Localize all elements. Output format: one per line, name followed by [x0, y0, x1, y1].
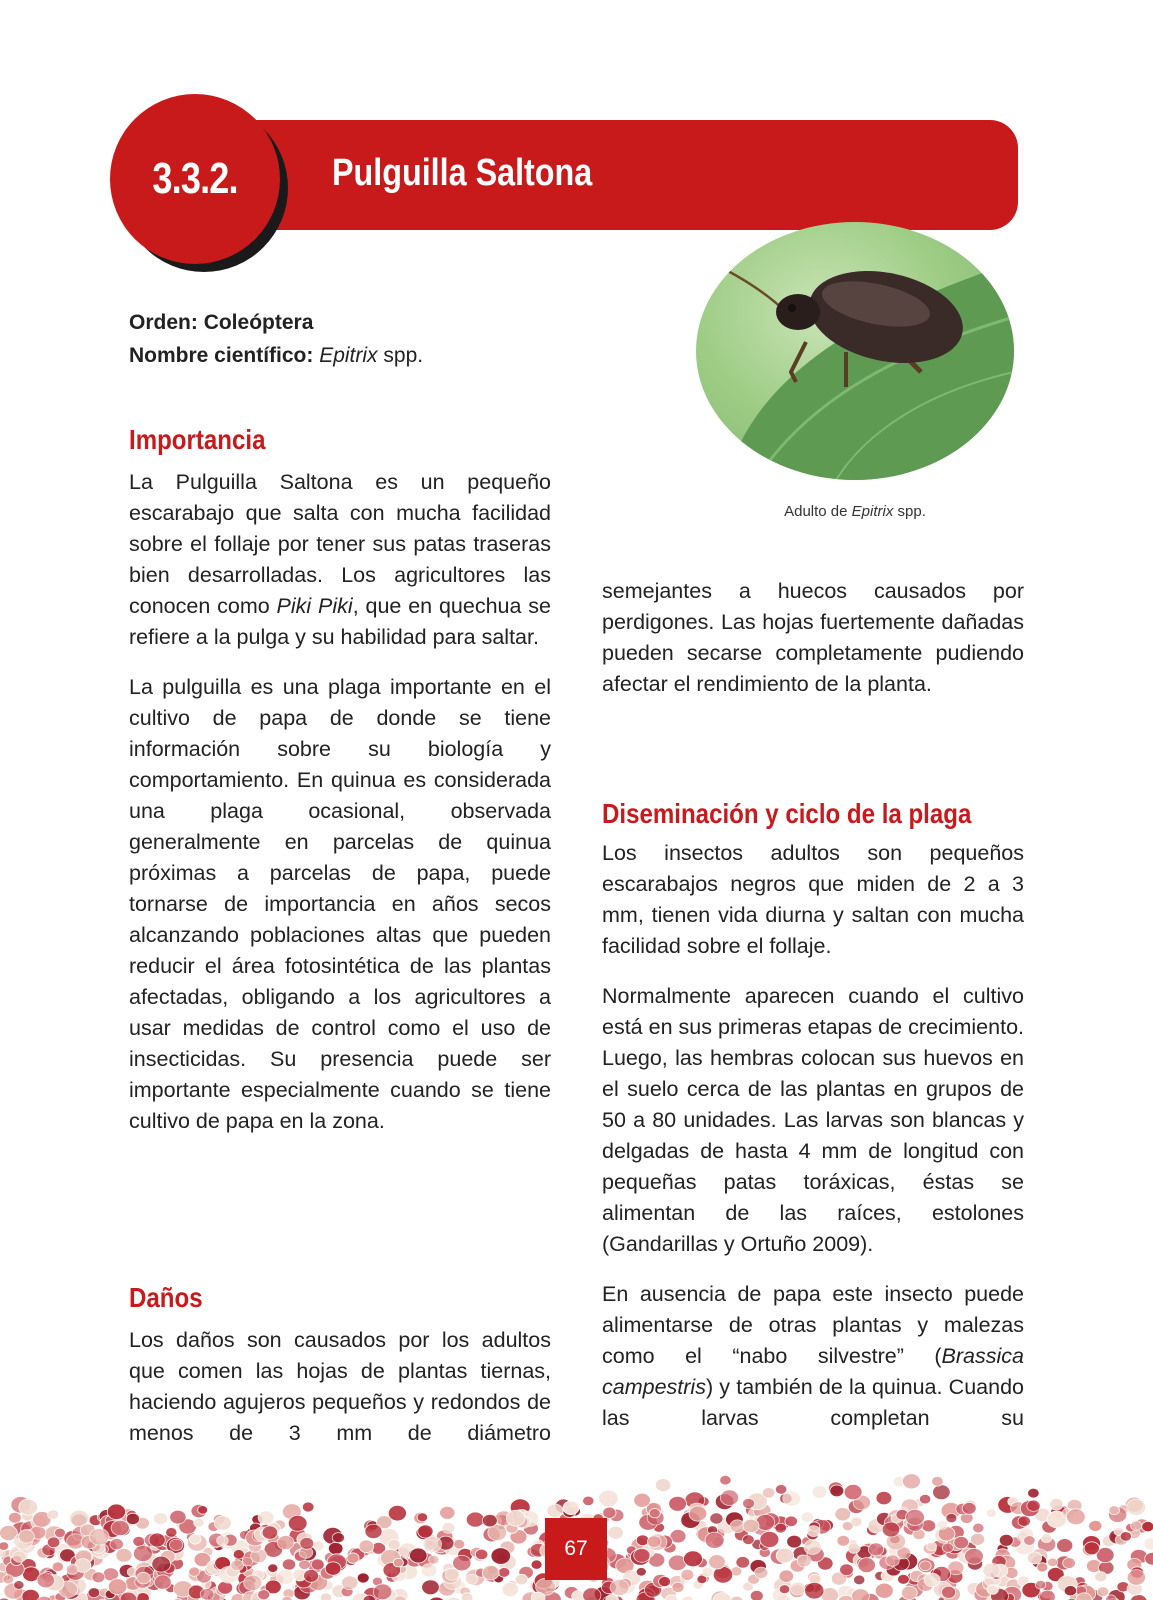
- quinoa-grain: [954, 1536, 969, 1549]
- quinoa-grain: [1084, 1542, 1099, 1555]
- quinoa-grain: [790, 1582, 805, 1595]
- quinoa-grain: [842, 1522, 853, 1531]
- title-banner: [190, 120, 1018, 230]
- danos-paragraph-1: Los daños son causados por los adultos que comen las hojas de plantas tiernas, haciendo agujeros pequeños y redondos de menos de 3 mm de diámetro: [129, 1328, 551, 1445]
- quinoa-grain: [840, 1564, 854, 1576]
- quinoa-grain: [233, 1550, 244, 1560]
- quinoa-grain: [672, 1582, 684, 1592]
- page-number-box: [545, 1518, 607, 1580]
- caption-genus: Epitrix: [851, 503, 894, 520]
- order-value: Coleóptera: [203, 311, 314, 334]
- quinoa-grain: [937, 1520, 948, 1529]
- diseminacion-paragraph-1: Los insectos adultos son pequeños escarabajos negros que miden de 2 a 3 mm, tienen vida diurna y saltan con mucha facilidad sobre el follaje.: [602, 841, 1024, 958]
- quinoa-grain: [649, 1509, 660, 1518]
- quinoa-grain: [876, 1491, 892, 1504]
- quinoa-grain: [858, 1558, 876, 1573]
- quinoa-grain: [110, 1539, 124, 1550]
- quinoa-grain: [342, 1576, 358, 1590]
- taxonomy-info: [129, 306, 423, 372]
- quinoa-grain: [1050, 1499, 1064, 1511]
- quinoa-grain: [302, 1502, 314, 1512]
- importancia-p1-text-b: , que en quechua se refiere a la pulga y su habilidad para saltar.: [129, 594, 552, 649]
- quinoa-grain: [942, 1586, 956, 1598]
- heading-diseminacion: Diseminación y ciclo de la plaga: [602, 798, 972, 829]
- beetle-illustration: [696, 222, 1014, 480]
- caption-prefix: Adulto de: [784, 503, 852, 520]
- quinoa-grain: [422, 1580, 440, 1595]
- quinoa-grain: [1120, 1532, 1131, 1542]
- photo-caption: [696, 503, 1014, 520]
- quinoa-grain: [1127, 1570, 1145, 1586]
- quinoa-grain: [282, 1559, 295, 1570]
- quinoa-grain: [373, 1584, 392, 1600]
- quinoa-grain: [189, 1567, 200, 1576]
- quinoa-grain: [906, 1509, 925, 1525]
- quinoa-grain: [987, 1585, 998, 1595]
- quinoa-grain: [636, 1568, 646, 1577]
- quinoa-grain: [1064, 1586, 1076, 1596]
- quinoa-grain: [754, 1567, 768, 1578]
- page-number: 67: [564, 1537, 588, 1560]
- quinoa-grain: [19, 1499, 38, 1515]
- quinoa-grain: [189, 1534, 201, 1544]
- quinoa-grain: [152, 1556, 171, 1572]
- quinoa-grain: [779, 1570, 794, 1582]
- quinoa-grain: [170, 1539, 183, 1550]
- quinoa-grain: [137, 1593, 150, 1600]
- quinoa-grain: [277, 1536, 294, 1550]
- quinoa-grain: [300, 1538, 314, 1550]
- quinoa-grain: [854, 1575, 865, 1585]
- quinoa-grain: [288, 1515, 307, 1531]
- quinoa-grain: [962, 1503, 976, 1515]
- diseminacion-p3-text-a: En ausencia de papa este insecto puede alimentarse de otras plantas y malezas como el “nabo silvestre” (: [602, 1282, 1024, 1368]
- quinoa-grain: [465, 1574, 477, 1584]
- quinoa-grain: [971, 1533, 985, 1545]
- quinoa-grain: [170, 1510, 186, 1524]
- danos-paragraph-1-continued: semejantes a huecos causados por perdigones. Las hojas fuertemente dañadas pueden secarse completamente pudiendo afectar el rendimiento de la planta.: [602, 579, 1024, 696]
- quinoa-grain: [983, 1563, 1000, 1578]
- quinoa-grain: [52, 1562, 63, 1572]
- quinoa-grain: [13, 1551, 26, 1562]
- quinoa-grain: [1018, 1516, 1030, 1527]
- quinoa-grain: [882, 1522, 900, 1537]
- quinoa-grain: [440, 1506, 455, 1519]
- quinoa-grain: [198, 1506, 208, 1515]
- quinoa-grain: [705, 1532, 724, 1548]
- diseminacion-paragraph-3: [602, 1279, 1024, 1434]
- quinoa-grain: [603, 1507, 616, 1518]
- quinoa-grain: [88, 1588, 100, 1598]
- quinoa-grain: [454, 1539, 465, 1549]
- quinoa-grain: [1144, 1538, 1153, 1550]
- quinoa-grain: [999, 1534, 1013, 1546]
- quinoa-grain: [1027, 1552, 1041, 1564]
- quinoa-grain: [491, 1548, 511, 1565]
- quinoa-grain: [107, 1504, 125, 1520]
- quinoa-grain: [848, 1543, 860, 1553]
- quinoa-grain: [154, 1575, 171, 1589]
- quinoa-grain: [268, 1564, 278, 1573]
- quinoa-grain: [47, 1537, 60, 1548]
- quinoa-grain: [1037, 1563, 1048, 1572]
- danos-continuation: [602, 576, 1024, 700]
- scientific-suffix: spp.: [377, 344, 424, 367]
- quinoa-grain: [1131, 1521, 1142, 1531]
- quinoa-grain: [807, 1526, 820, 1537]
- quinoa-grain: [1035, 1580, 1045, 1589]
- quinoa-grain: [710, 1513, 723, 1524]
- quinoa-grain: [9, 1512, 22, 1523]
- quinoa-grain: [482, 1514, 497, 1527]
- quinoa-grain: [1095, 1572, 1107, 1582]
- quinoa-grain: [0, 1542, 9, 1551]
- quinoa-grain: [844, 1484, 862, 1499]
- quinoa-grain: [797, 1555, 811, 1567]
- quinoa-grain: [166, 1528, 177, 1538]
- quinoa-grain: [217, 1536, 229, 1546]
- caption-suffix: spp.: [893, 503, 926, 520]
- quinoa-grain: [610, 1579, 629, 1595]
- quinoa-grain: [1109, 1506, 1120, 1515]
- quinoa-grain: [466, 1512, 484, 1527]
- quinoa-grain: [149, 1533, 165, 1547]
- quinoa-grain: [659, 1577, 671, 1587]
- quinoa-grain: [1067, 1509, 1086, 1525]
- quinoa-grain: [357, 1573, 369, 1583]
- quinoa-grain: [194, 1518, 204, 1527]
- heading-danos: Daños: [129, 1282, 203, 1313]
- quinoa-grain: [760, 1531, 779, 1547]
- quinoa-grain: [775, 1523, 787, 1533]
- quinoa-grain: [762, 1488, 775, 1499]
- quinoa-grain: [965, 1548, 984, 1564]
- importancia-p1-text-a: La Pulguilla Saltona es un pequeño escarabajo que salta con mucha facilidad sobre el follaje por tener sus patas traseras bien desarrolladas. Los agricultores las conocen como: [129, 470, 551, 618]
- quinoa-grain: [583, 1588, 601, 1600]
- scientific-label: Nombre científico:: [129, 344, 314, 367]
- quinoa-grain: [19, 1530, 35, 1543]
- quinoa-grain: [48, 1510, 59, 1520]
- quinoa-grain: [785, 1516, 798, 1527]
- quinoa-grain: [258, 1590, 270, 1600]
- quinoa-grain: [804, 1540, 821, 1555]
- quinoa-grain: [388, 1540, 400, 1550]
- diseminacion-paragraph-2: Normalmente aparecen cuando el cultivo está en sus primeras etapas de crecimiento. Luego, las hembras colocan sus huevos en el suelo cerca de las plantas en grupos de 50 a 80 unidades. Las larvas son blancas y delgadas de hasta 4 mm de longitud con pequeñas patas toráxicas, éstas se alimentan de las raíces, estolones (Gandarillas y Ortuño 2009).: [602, 984, 1024, 1256]
- quinoa-grain: [1040, 1590, 1056, 1600]
- quinoa-grain: [684, 1551, 703, 1567]
- quinoa-grain: [461, 1593, 473, 1600]
- quinoa-grain: [599, 1490, 619, 1507]
- quinoa-grain: [1027, 1500, 1040, 1511]
- page-title: Pulguilla Saltona: [332, 152, 593, 194]
- quinoa-grain: [932, 1476, 944, 1486]
- quinoa-grain: [332, 1533, 344, 1543]
- quinoa-grain: [583, 1496, 594, 1506]
- quinoa-grain: [429, 1555, 439, 1564]
- section-number: 3.3.2.: [152, 154, 238, 203]
- quinoa-grain: [681, 1569, 694, 1580]
- quinoa-grain: [927, 1542, 937, 1551]
- quinoa-grain: [702, 1567, 713, 1577]
- quinoa-grain: [933, 1485, 951, 1500]
- quinoa-grain: [634, 1548, 650, 1562]
- section-number-circle: [110, 94, 280, 264]
- quinoa-grain: [126, 1513, 139, 1524]
- quinoa-grain: [442, 1522, 455, 1533]
- quinoa-grain: [231, 1560, 244, 1571]
- quinoa-grain: [563, 1501, 579, 1515]
- quinoa-grain: [423, 1536, 442, 1552]
- diseminacion-p3-italic: Brassica campestris: [602, 1344, 1024, 1399]
- quinoa-grain: [244, 1575, 262, 1591]
- quinoa-grain: [498, 1568, 510, 1578]
- scientific-genus: Epitrix: [319, 344, 378, 367]
- quinoa-grain: [1048, 1558, 1058, 1567]
- quinoa-grain: [942, 1543, 953, 1552]
- quinoa-grain: [783, 1491, 801, 1506]
- importancia-p1-italic: Piki Piki: [276, 594, 353, 618]
- quinoa-grain: [531, 1592, 545, 1600]
- quinoa-grain: [200, 1589, 214, 1600]
- quinoa-grain: [655, 1479, 670, 1492]
- quinoa-grain: [133, 1536, 145, 1546]
- quinoa-grain: [133, 1545, 152, 1561]
- quinoa-grain: [421, 1564, 437, 1577]
- quinoa-grain: [750, 1590, 763, 1600]
- quinoa-grain: [743, 1519, 759, 1533]
- quinoa-grain: [787, 1535, 802, 1548]
- quinoa-grain: [325, 1562, 341, 1575]
- quinoa-grain: [328, 1542, 343, 1554]
- quinoa-grain: [682, 1596, 693, 1600]
- quinoa-grain: [547, 1504, 563, 1518]
- quinoa-grain: [920, 1561, 932, 1571]
- quinoa-grain: [410, 1548, 428, 1563]
- quinoa-grain: [776, 1548, 793, 1563]
- quinoa-grain: [946, 1513, 957, 1522]
- heading-importancia: Importancia: [129, 424, 266, 455]
- quinoa-grain: [835, 1508, 851, 1521]
- quinoa-grain: [736, 1557, 750, 1569]
- quinoa-grain: [903, 1474, 921, 1489]
- quinoa-grain: [1028, 1488, 1040, 1498]
- quinoa-grain: [812, 1486, 827, 1499]
- quinoa-grain: [830, 1485, 844, 1497]
- quinoa-grain: [3, 1575, 14, 1584]
- quinoa-grain: [66, 1564, 78, 1574]
- beetle-photo: [696, 222, 1014, 480]
- quinoa-grain: [108, 1579, 127, 1595]
- quinoa-grain: [919, 1494, 930, 1504]
- quinoa-grain: [1041, 1534, 1052, 1543]
- diseminacion-p3-text-b: ) y también de la quinua. Cuando las larvas completan su: [602, 1375, 1024, 1430]
- quinoa-grain: [801, 1512, 814, 1523]
- importancia-paragraph-2: La pulguilla es una plaga importante en el cultivo de papa de donde se tiene información sobre su biología y comportamiento. En quinua es considerada una plaga ocasional, observada generalmente en parcelas de quinua próximas a parcelas de papa, puede tornarse de importancia en años secos alcanzando poblaciones altas que pueden reducir el área fotosintética de las plantas afectadas, obligando a los agricultores a usar medidas de control como el uso de insecticidas. Su presencia puede ser importante especialmente cuando se tiene cultivo de papa en la zona.: [129, 675, 551, 1133]
- quinoa-grain: [1142, 1521, 1153, 1531]
- quinoa-grain: [898, 1574, 910, 1584]
- quinoa-grain: [1024, 1536, 1036, 1546]
- quinoa-grain: [365, 1524, 382, 1539]
- quinoa-grain: [482, 1566, 499, 1580]
- quinoa-grain: [634, 1493, 651, 1507]
- quinoa-grain: [1057, 1539, 1073, 1553]
- quinoa-grain: [111, 1520, 129, 1535]
- quinoa-grain: [475, 1549, 488, 1560]
- quinoa-grain: [775, 1485, 787, 1495]
- quinoa-grain: [689, 1506, 707, 1521]
- quinoa-grain: [502, 1582, 519, 1596]
- diseminacion-body: [602, 838, 1024, 1434]
- quinoa-grain: [805, 1582, 824, 1599]
- quinoa-grain: [506, 1510, 525, 1526]
- order-line: [129, 306, 423, 339]
- quinoa-grain: [1097, 1587, 1109, 1597]
- quinoa-grain: [262, 1526, 278, 1539]
- quinoa-grain: [388, 1505, 406, 1521]
- quinoa-grain: [304, 1570, 319, 1583]
- quinoa-grain: [901, 1586, 917, 1599]
- quinoa-grain: [137, 1572, 151, 1584]
- quinoa-grain: [720, 1475, 731, 1485]
- importancia-paragraph-1: [129, 467, 551, 653]
- quinoa-grain: [515, 1574, 527, 1585]
- quinoa-grain: [321, 1593, 332, 1600]
- scientific-name-line: [129, 339, 423, 372]
- quinoa-grain: [359, 1540, 374, 1553]
- quinoa-grain: [1127, 1499, 1146, 1515]
- quinoa-grain: [743, 1535, 755, 1545]
- quinoa-grain: [1089, 1520, 1102, 1531]
- quinoa-grain: [92, 1572, 105, 1583]
- quinoa-grain: [886, 1555, 900, 1566]
- quinoa-grain: [837, 1535, 850, 1546]
- quinoa-grain: [924, 1573, 940, 1587]
- quinoa-grain: [709, 1555, 726, 1569]
- quinoa-grain: [417, 1513, 428, 1522]
- quinoa-grain: [14, 1581, 24, 1590]
- quinoa-grain: [1063, 1558, 1076, 1569]
- quinoa-grain: [647, 1536, 661, 1548]
- quinoa-grain: [258, 1511, 274, 1525]
- quinoa-grain: [731, 1596, 744, 1600]
- quinoa-grain: [852, 1589, 870, 1600]
- quinoa-grain: [973, 1523, 984, 1533]
- quinoa-grain: [214, 1516, 231, 1530]
- quinoa-grain: [116, 1548, 132, 1562]
- quinoa-grain: [90, 1529, 110, 1546]
- quinoa-grain: [986, 1509, 996, 1518]
- quinoa-grain: [445, 1568, 459, 1580]
- order-label: Orden:: [129, 311, 198, 334]
- quinoa-grain: [393, 1558, 403, 1567]
- quinoa-grain: [531, 1560, 542, 1569]
- danos-body: [129, 1325, 551, 1449]
- quinoa-grain: [875, 1583, 893, 1598]
- quinoa-grain: [608, 1526, 623, 1539]
- quinoa-grain: [242, 1557, 252, 1566]
- quinoa-grain: [347, 1553, 359, 1563]
- quinoa-grain: [37, 1573, 55, 1588]
- quinoa-grain: [418, 1525, 433, 1538]
- quinoa-grain: [636, 1535, 649, 1546]
- quinoa-grain: [669, 1496, 687, 1511]
- quinoa-grain: [154, 1513, 168, 1525]
- importancia-body: [129, 467, 551, 1137]
- quinoa-grain: [720, 1490, 738, 1506]
- quinoa-grain: [779, 1585, 790, 1594]
- quinoa-grain: [743, 1498, 755, 1508]
- quinoa-grain: [868, 1543, 883, 1556]
